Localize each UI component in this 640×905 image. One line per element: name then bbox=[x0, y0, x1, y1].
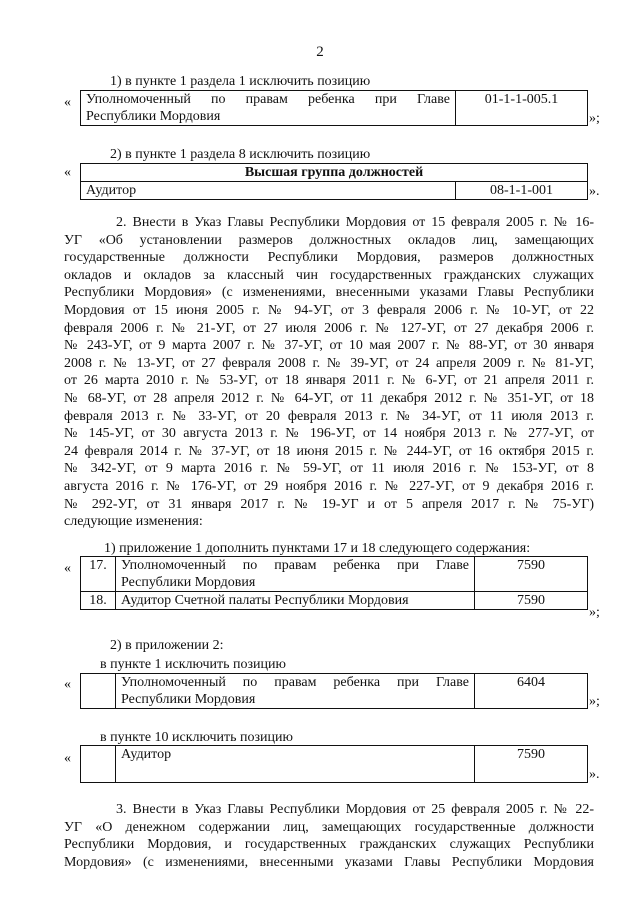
s5-table bbox=[80, 745, 588, 783]
s2-title: 2) в пункте 1 раздела 8 исключить позицию bbox=[110, 147, 371, 162]
s3-row1-num: 17. bbox=[81, 557, 116, 592]
paragraph-line: № 292-УГ, от 31 января 2017 г. № 19-УГ и от 5 апреля 2017 г. № 75-УГ) bbox=[64, 496, 594, 512]
s3-row2-value: 7590 bbox=[475, 592, 588, 610]
s3-row2-num: 18. bbox=[81, 592, 116, 610]
s4-open-quote: « bbox=[64, 677, 71, 692]
s4-name-line2: Республики Мордовия bbox=[121, 692, 256, 707]
paragraph-line: февраля 2006 г. № 21-УГ, от 27 июля 2006 г. № 127-УГ, от 27 декабря 2006 г. bbox=[64, 320, 594, 336]
s2-name-cell: Аудитор bbox=[81, 182, 456, 200]
paragraph-line: следующие изменения: bbox=[64, 514, 203, 530]
s5-open-quote: « bbox=[64, 751, 71, 766]
paragraph-line: 24 февраля 2014 г. № 37-УГ, от 18 июня 2015 г. № 244-УГ, от 16 октября 2015 г. bbox=[64, 443, 594, 459]
s1-close-quote: »; bbox=[589, 111, 600, 126]
s3-open-quote: « bbox=[64, 561, 71, 576]
s4-name-line1: Уполномоченный по правам ребенка при Главе bbox=[121, 675, 469, 690]
s1-open-quote: « bbox=[64, 95, 71, 110]
table-row bbox=[81, 182, 588, 200]
s1-name-cell bbox=[81, 91, 456, 126]
s1-table bbox=[80, 90, 588, 126]
s2-open-quote: « bbox=[64, 165, 71, 180]
s3-row1-value: 7590 bbox=[475, 557, 588, 592]
paragraph-line: Мордовия от 15 июня 2005 г. № 94-УГ, от 3 февраля 2006 г. № 10-УГ, от 22 bbox=[64, 302, 594, 318]
s5-title: в пункте 10 исключить позицию bbox=[100, 730, 293, 745]
paragraph-line: февраля 2013 г. № 33-УГ, от 20 февраля 2013 г. № 34-УГ, от 11 июля 2013 г. bbox=[64, 408, 594, 424]
paragraph-line: Республики Мордовия, и государственных гражданских служащих Республики bbox=[64, 837, 594, 853]
s4-num-cell bbox=[81, 674, 116, 709]
table-row bbox=[81, 592, 588, 610]
table-row bbox=[81, 674, 588, 709]
paragraph-3 bbox=[64, 801, 594, 871]
s4-value-cell: 6404 bbox=[475, 674, 588, 709]
s5-close-quote: ». bbox=[589, 767, 600, 782]
paragraph-line: № 145-УГ, от 30 августа 2013 г. № 196-УГ, от 14 ноября 2013 г. № 277-УГ, от bbox=[64, 426, 594, 442]
table-row bbox=[81, 164, 588, 182]
paragraph-line: 3. Внести в Указ Главы Республики Мордовия от 25 февраля 2005 г. № 22- bbox=[116, 802, 594, 817]
paragraph-line: окладов и окладов за классный чин государственных гражданских служащих bbox=[64, 267, 594, 283]
paragraph-line: 2. Внести в Указ Главы Республики Мордовия от 15 февраля 2005 г. № 16- bbox=[116, 215, 594, 230]
s3-row2-name: Аудитор Счетной палаты Республики Мордовия bbox=[116, 592, 475, 610]
s3-row1-name-line1: Уполномоченный по правам ребенка при Главе bbox=[121, 558, 469, 573]
s1-name-line1: Уполномоченный по правам ребенка при Главе bbox=[86, 92, 450, 107]
s1-code-cell: 01-1-1-005.1 bbox=[456, 91, 588, 126]
paragraph-line: № 243-УГ, от 9 марта 2007 г. № 37-УГ, от 10 мая 2007 г. № 88-УГ, от 30 января bbox=[64, 338, 594, 354]
paragraph-line: № 342-УГ, от 9 марта 2016 г. № 59-УГ, от 11 июля 2016 г. № 153-УГ, от 8 bbox=[64, 461, 594, 477]
s5-value-cell: 7590 bbox=[475, 746, 588, 783]
s3-row1-name-line2: Республики Мордовия bbox=[121, 575, 256, 590]
s3-table bbox=[80, 556, 588, 610]
s3-close-quote: »; bbox=[589, 605, 600, 620]
table-row bbox=[81, 557, 588, 592]
s4-close-quote: »; bbox=[589, 694, 600, 709]
s5-num-cell bbox=[81, 746, 116, 783]
s1-title: 1) в пункте 1 раздела 1 исключить позицию bbox=[110, 74, 371, 89]
s3-row1-name bbox=[116, 557, 475, 592]
page-number: 2 bbox=[316, 44, 324, 60]
s4-subtitle: в пункте 1 исключить позицию bbox=[100, 657, 286, 672]
paragraph-line: Мордовия» (с изменениями, внесенными указами Главы Республики Мордовия bbox=[64, 854, 594, 870]
s2-close-quote: ». bbox=[589, 184, 600, 199]
s3-title: 1) приложение 1 дополнить пунктами 17 и 18 следующего содержания: bbox=[104, 541, 531, 556]
s2-code-cell: 08-1-1-001 bbox=[456, 182, 588, 200]
s4-title: 2) в приложении 2: bbox=[110, 638, 224, 653]
s2-group-header: Высшая группа должностей bbox=[81, 164, 588, 182]
table-row bbox=[81, 746, 588, 783]
s4-name-cell bbox=[116, 674, 475, 709]
s2-table bbox=[80, 163, 588, 200]
paragraph-line: 2008 г. № 13-УГ, от 27 февраля 2008 г. № 39-УГ, от 24 апреля 2009 г. № 81-УГ, bbox=[64, 355, 594, 371]
s1-name-line2: Республики Мордовия bbox=[86, 109, 221, 124]
paragraph-line: УГ «Об установлении размеров должностных окладов лиц, замещающих bbox=[64, 232, 594, 248]
table-row bbox=[81, 91, 588, 126]
s4-table bbox=[80, 673, 588, 709]
paragraph-line: Республики Мордовия» (с изменениями, внесенными указами Главы Республики bbox=[64, 285, 594, 301]
paragraph-line: от 26 марта 2010 г. № 53-УГ, от 18 января 2011 г. № 6-УГ, от 21 апреля 2011 г. bbox=[64, 373, 594, 389]
paragraph-line: государственные должности Республики Мордовия, размеров должностных bbox=[64, 250, 594, 266]
paragraph-line: августа 2016 г. № 176-УГ, от 29 ноября 2016 г. № 227-УГ, от 9 декабря 2016 г. bbox=[64, 478, 594, 494]
paragraph-2 bbox=[64, 214, 594, 531]
paragraph-line: № 68-УГ, от 28 апреля 2012 г. № 64-УГ, от 11 декабря 2012 г. № 351-УГ, от 18 bbox=[64, 390, 594, 406]
s5-name-cell: Аудитор bbox=[116, 746, 475, 783]
paragraph-line: УГ «О денежном содержании лиц, замещающих государственные должности bbox=[64, 819, 594, 835]
